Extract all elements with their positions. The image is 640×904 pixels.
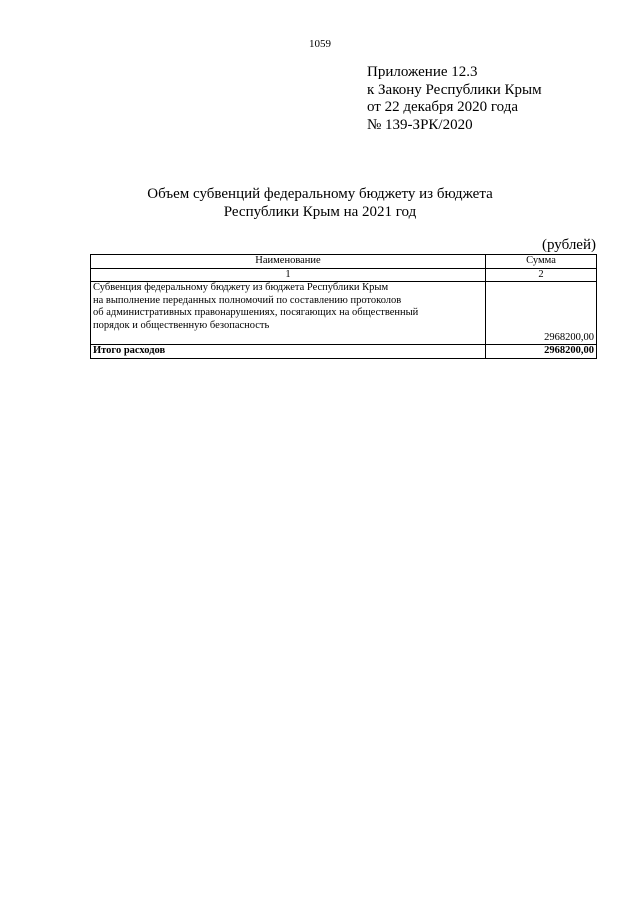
row-name-line-1: Субвенция федеральному бюджету из бюджета Республики Крым <box>93 282 389 293</box>
table-column-numbers-row <box>91 268 597 282</box>
header-sum: Сумма <box>486 255 597 269</box>
column-number-name: 1 <box>91 268 486 282</box>
total-sum: 2968200,00 <box>486 345 597 359</box>
header-name: Наименование <box>91 255 486 269</box>
row-sum-cell: 2968200,00 <box>486 282 597 345</box>
page-number: 1059 <box>309 38 331 50</box>
row-name-line-3: об административных правонарушениях, посягающих на общественный <box>93 307 419 318</box>
appendix-line-1: Приложение 12.3 <box>367 64 478 80</box>
appendix-line-2: к Закону Республики Крым <box>367 81 542 98</box>
row-name-line-2: на выполнение переданных полномочий по составлению протоколов <box>93 294 402 306</box>
table-total-row <box>91 345 597 359</box>
units-label: (рублей) <box>541 237 596 253</box>
appendix-block <box>367 64 542 134</box>
table-row <box>91 282 597 345</box>
title-line-1: Объем субвенций федеральному бюджету из бюджета <box>147 186 493 202</box>
appendix-line-4: № 139-ЗРК/2020 <box>367 116 473 133</box>
appendix-line-3: от 22 декабря 2020 года <box>367 99 519 115</box>
column-number-sum: 2 <box>486 268 597 282</box>
row-name-line-4: порядок и общественную безопасность <box>93 319 270 331</box>
budget-table <box>90 254 597 359</box>
document-title <box>0 186 640 221</box>
title-line-2: Республики Крым на 2021 год <box>223 203 417 220</box>
row-name-cell <box>91 282 486 345</box>
total-label: Итого расходов <box>91 345 486 359</box>
table-header-row <box>91 255 597 269</box>
